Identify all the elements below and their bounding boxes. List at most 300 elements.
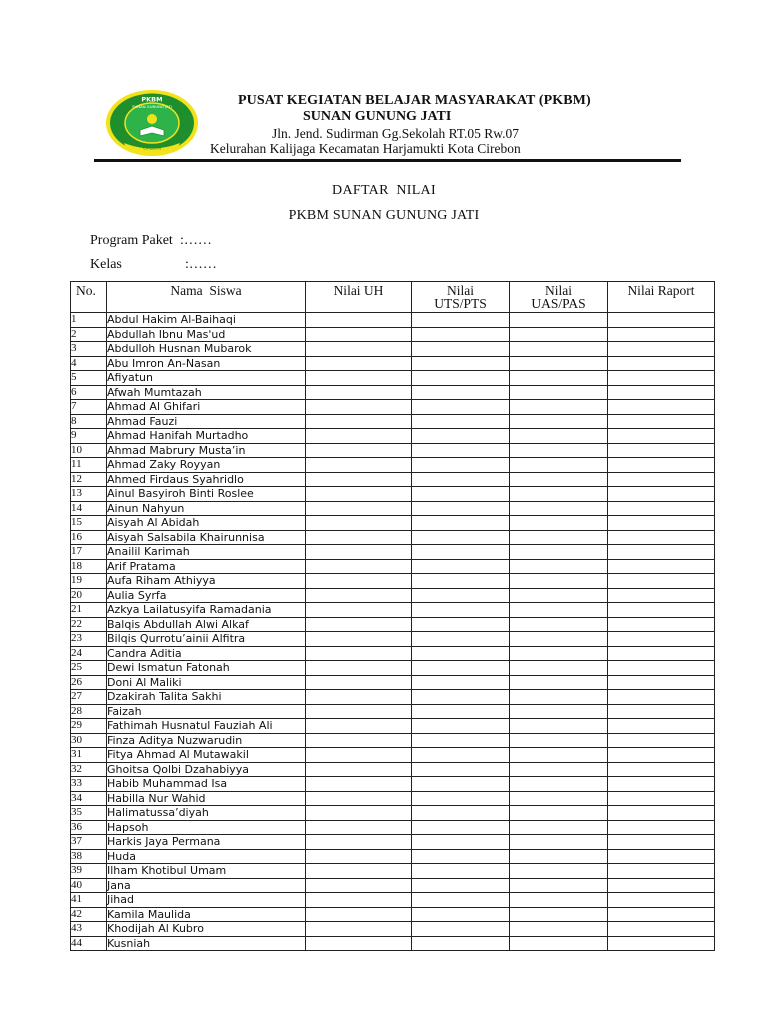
cell-nilai-uh [306, 719, 412, 734]
student-name: Ghoitsa Qolbi Dzahabiyya [107, 762, 306, 777]
student-name: Aisyah Salsabila Khairunnisa [107, 530, 306, 545]
cell-nilai-uts [412, 849, 510, 864]
table-row [71, 458, 715, 473]
table-row [71, 574, 715, 589]
cell-nilai-uh [306, 472, 412, 487]
row-number: 15 [71, 516, 107, 531]
cell-nilai-raport [608, 632, 715, 647]
cell-nilai-raport [608, 429, 715, 444]
table-row [71, 733, 715, 748]
class-value: :…… [185, 257, 217, 272]
row-number: 14 [71, 501, 107, 516]
student-name: Harkis Jaya Permana [107, 835, 306, 850]
table-row [71, 878, 715, 893]
cell-nilai-uts [412, 791, 510, 806]
cell-nilai-uh [306, 429, 412, 444]
row-number: 37 [71, 835, 107, 850]
table-row [71, 443, 715, 458]
cell-nilai-uh [306, 371, 412, 386]
cell-nilai-raport [608, 661, 715, 676]
cell-nilai-uh [306, 458, 412, 473]
cell-nilai-uas [510, 559, 608, 574]
cell-nilai-raport [608, 342, 715, 357]
cell-nilai-uts [412, 661, 510, 676]
cell-nilai-uts [412, 690, 510, 705]
cell-nilai-uh [306, 501, 412, 516]
row-number: 24 [71, 646, 107, 661]
row-number: 12 [71, 472, 107, 487]
cell-nilai-uas [510, 429, 608, 444]
table-row [71, 356, 715, 371]
student-name: Jana [107, 878, 306, 893]
row-number: 18 [71, 559, 107, 574]
cell-nilai-raport [608, 385, 715, 400]
table-row [71, 791, 715, 806]
org-subname: SUNAN GUNUNG JATI [303, 109, 452, 124]
cell-nilai-uh [306, 893, 412, 908]
cell-nilai-raport [608, 559, 715, 574]
row-number: 43 [71, 922, 107, 937]
cell-nilai-uh [306, 342, 412, 357]
cell-nilai-uas [510, 675, 608, 690]
cell-nilai-uts [412, 704, 510, 719]
student-name: Abdullah Ibnu Mas'ud [107, 327, 306, 342]
cell-nilai-raport [608, 878, 715, 893]
row-number: 21 [71, 603, 107, 618]
cell-nilai-uts [412, 414, 510, 429]
cell-nilai-uas [510, 690, 608, 705]
cell-nilai-uts [412, 675, 510, 690]
program-value: :…… [180, 233, 212, 248]
cell-nilai-uh [306, 762, 412, 777]
row-number: 26 [71, 675, 107, 690]
row-number: 34 [71, 791, 107, 806]
cell-nilai-uas [510, 588, 608, 603]
header-nilai-uts [412, 282, 510, 313]
student-name: Anailil Karimah [107, 545, 306, 560]
cell-nilai-uas [510, 327, 608, 342]
table-row [71, 414, 715, 429]
cell-nilai-raport [608, 545, 715, 560]
cell-nilai-uas [510, 400, 608, 415]
cell-nilai-uh [306, 791, 412, 806]
cell-nilai-raport [608, 791, 715, 806]
cell-nilai-raport [608, 646, 715, 661]
cell-nilai-raport [608, 748, 715, 763]
cell-nilai-raport [608, 574, 715, 589]
cell-nilai-uas [510, 443, 608, 458]
student-name: Afwah Mumtazah [107, 385, 306, 400]
cell-nilai-raport [608, 516, 715, 531]
cell-nilai-uas [510, 820, 608, 835]
cell-nilai-uas [510, 617, 608, 632]
cell-nilai-raport [608, 458, 715, 473]
header-uts-line2: UTS/PTS [434, 296, 487, 311]
student-name: Ahmad Mabrury Musta’in [107, 443, 306, 458]
cell-nilai-uts [412, 835, 510, 850]
cell-nilai-uh [306, 385, 412, 400]
row-number: 8 [71, 414, 107, 429]
cell-nilai-uts [412, 588, 510, 603]
student-name: Ilham Khotibul Umam [107, 864, 306, 879]
cell-nilai-uh [306, 820, 412, 835]
row-number: 20 [71, 588, 107, 603]
star-icon [147, 114, 157, 124]
cell-nilai-uts [412, 864, 510, 879]
table-row [71, 632, 715, 647]
table-row [71, 487, 715, 502]
row-number: 33 [71, 777, 107, 792]
student-name: Jihad [107, 893, 306, 908]
student-name: Aufa Riham Athiyya [107, 574, 306, 589]
cell-nilai-uas [510, 762, 608, 777]
row-number: 3 [71, 342, 107, 357]
header-uas-line2: UAS/PAS [531, 296, 586, 311]
table-row [71, 472, 715, 487]
student-name: Aulia Syrfa [107, 588, 306, 603]
cell-nilai-uas [510, 385, 608, 400]
cell-nilai-uas [510, 530, 608, 545]
cell-nilai-raport [608, 530, 715, 545]
cell-nilai-uts [412, 922, 510, 937]
cell-nilai-uas [510, 487, 608, 502]
header-divider [94, 159, 681, 162]
cell-nilai-uh [306, 675, 412, 690]
table-row [71, 400, 715, 415]
cell-nilai-uts [412, 632, 510, 647]
cell-nilai-uts [412, 516, 510, 531]
student-name: Ahmad Zaky Royyan [107, 458, 306, 473]
cell-nilai-uh [306, 313, 412, 328]
cell-nilai-raport [608, 820, 715, 835]
cell-nilai-uts [412, 443, 510, 458]
cell-nilai-uh [306, 400, 412, 415]
table-row [71, 835, 715, 850]
cell-nilai-uh [306, 922, 412, 937]
cell-nilai-uts [412, 487, 510, 502]
cell-nilai-uas [510, 603, 608, 618]
row-number: 39 [71, 864, 107, 879]
row-number: 2 [71, 327, 107, 342]
cell-nilai-uts [412, 893, 510, 908]
row-number: 6 [71, 385, 107, 400]
cell-nilai-uts [412, 371, 510, 386]
cell-nilai-uas [510, 704, 608, 719]
row-number: 25 [71, 661, 107, 676]
table-row [71, 820, 715, 835]
cell-nilai-uh [306, 835, 412, 850]
cell-nilai-uas [510, 313, 608, 328]
student-name: Faizah [107, 704, 306, 719]
student-name: Habib Muhammad Isa [107, 777, 306, 792]
student-name: Dewi Ismatun Fatonah [107, 661, 306, 676]
row-number: 22 [71, 617, 107, 632]
table-row [71, 748, 715, 763]
student-name: Dzakirah Talita Sakhi [107, 690, 306, 705]
cell-nilai-raport [608, 327, 715, 342]
table-row [71, 313, 715, 328]
student-name: Ainun Nahyun [107, 501, 306, 516]
cell-nilai-uas [510, 733, 608, 748]
row-number: 11 [71, 458, 107, 473]
row-number: 23 [71, 632, 107, 647]
cell-nilai-uas [510, 806, 608, 821]
cell-nilai-raport [608, 907, 715, 922]
cell-nilai-uas [510, 835, 608, 850]
cell-nilai-uh [306, 646, 412, 661]
cell-nilai-uh [306, 574, 412, 589]
row-number: 9 [71, 429, 107, 444]
cell-nilai-raport [608, 356, 715, 371]
cell-nilai-raport [608, 617, 715, 632]
cell-nilai-raport [608, 762, 715, 777]
header-uts-line1: Nilai [447, 283, 474, 298]
row-number: 31 [71, 748, 107, 763]
row-number: 29 [71, 719, 107, 734]
student-name: Hapsoh [107, 820, 306, 835]
table-row [71, 719, 715, 734]
cell-nilai-raport [608, 487, 715, 502]
table-row [71, 864, 715, 879]
student-name: Balqis Abdullah Alwi Alkaf [107, 617, 306, 632]
table-row [71, 806, 715, 821]
row-number: 35 [71, 806, 107, 821]
table-row [71, 385, 715, 400]
cell-nilai-raport [608, 893, 715, 908]
row-number: 10 [71, 443, 107, 458]
cell-nilai-uh [306, 327, 412, 342]
header-uas-line1: Nilai [545, 283, 572, 298]
row-number: 28 [71, 704, 107, 719]
cell-nilai-uas [510, 864, 608, 879]
cell-nilai-uh [306, 878, 412, 893]
student-name: Fathimah Husnatul Fauziah Ali [107, 719, 306, 734]
student-name: Huda [107, 849, 306, 864]
student-name: Kusniah [107, 936, 306, 951]
cell-nilai-uas [510, 632, 608, 647]
student-name: Bilqis Qurrotu’ainii Alfitra [107, 632, 306, 647]
cell-nilai-uh [306, 443, 412, 458]
cell-nilai-raport [608, 936, 715, 951]
cell-nilai-uas [510, 661, 608, 676]
cell-nilai-uts [412, 646, 510, 661]
table-row [71, 559, 715, 574]
cell-nilai-uh [306, 777, 412, 792]
cell-nilai-uts [412, 907, 510, 922]
student-name: Abu Imron An-Nasan [107, 356, 306, 371]
table-row [71, 849, 715, 864]
cell-nilai-uas [510, 516, 608, 531]
cell-nilai-uh [306, 748, 412, 763]
header-nilai-raport: Nilai Raport [608, 282, 715, 313]
cell-nilai-uh [306, 516, 412, 531]
student-name: Ahmed Firdaus Syahridlo [107, 472, 306, 487]
cell-nilai-raport [608, 588, 715, 603]
pkbm-logo [104, 88, 200, 158]
student-name: Abdulloh Husnan Mubarok [107, 342, 306, 357]
student-name: Ahmad Al Ghifari [107, 400, 306, 415]
logo-top-text: PKBM [141, 95, 163, 104]
student-name: Habilla Nur Wahid [107, 791, 306, 806]
cell-nilai-uts [412, 777, 510, 792]
row-number: 30 [71, 733, 107, 748]
cell-nilai-raport [608, 603, 715, 618]
student-name: Ahmad Fauzi [107, 414, 306, 429]
cell-nilai-raport [608, 690, 715, 705]
student-name: Arif Pratama [107, 559, 306, 574]
table-row [71, 777, 715, 792]
cell-nilai-uh [306, 806, 412, 821]
address-line-2: Kelurahan Kalijaga Kecamatan Harjamukti Kota Cirebon [210, 141, 521, 156]
student-name: Aisyah Al Abidah [107, 516, 306, 531]
cell-nilai-uts [412, 574, 510, 589]
cell-nilai-uh [306, 559, 412, 574]
cell-nilai-raport [608, 371, 715, 386]
cell-nilai-uts [412, 530, 510, 545]
cell-nilai-uts [412, 762, 510, 777]
cell-nilai-uts [412, 559, 510, 574]
class-label: Kelas [90, 257, 122, 272]
cell-nilai-uas [510, 371, 608, 386]
row-number: 16 [71, 530, 107, 545]
cell-nilai-uts [412, 356, 510, 371]
cell-nilai-uts [412, 820, 510, 835]
cell-nilai-uts [412, 603, 510, 618]
cell-nilai-raport [608, 400, 715, 415]
cell-nilai-uh [306, 617, 412, 632]
table-row [71, 429, 715, 444]
student-name: Candra Aditia [107, 646, 306, 661]
header-nilai-uh: Nilai UH [306, 282, 412, 313]
cell-nilai-uts [412, 878, 510, 893]
cell-nilai-uts [412, 400, 510, 415]
row-number: 38 [71, 849, 107, 864]
header-no: No. [71, 282, 107, 313]
cell-nilai-uas [510, 922, 608, 937]
cell-nilai-raport [608, 443, 715, 458]
row-number: 41 [71, 893, 107, 908]
table-row [71, 675, 715, 690]
cell-nilai-raport [608, 501, 715, 516]
student-name: Ainul Basyiroh Binti Roslee [107, 487, 306, 502]
cell-nilai-raport [608, 922, 715, 937]
cell-nilai-uh [306, 632, 412, 647]
cell-nilai-raport [608, 777, 715, 792]
student-name: Halimatussa’diyah [107, 806, 306, 821]
student-name: Fitya Ahmad Al Mutawakil [107, 748, 306, 763]
document-subtitle: PKBM SUNAN GUNUNG JATI [288, 208, 480, 223]
table-row [71, 907, 715, 922]
table-row [71, 704, 715, 719]
cell-nilai-uts [412, 545, 510, 560]
table-row [71, 762, 715, 777]
student-name: Khodijah Al Kubro [107, 922, 306, 937]
table-row [71, 936, 715, 951]
cell-nilai-raport [608, 313, 715, 328]
cell-nilai-uh [306, 487, 412, 502]
table-row [71, 617, 715, 632]
cell-nilai-uh [306, 588, 412, 603]
row-number: 4 [71, 356, 107, 371]
cell-nilai-uh [306, 414, 412, 429]
cell-nilai-uas [510, 574, 608, 589]
cell-nilai-uh [306, 849, 412, 864]
cell-nilai-raport [608, 675, 715, 690]
row-number: 13 [71, 487, 107, 502]
student-name: Finza Aditya Nuzwarudin [107, 733, 306, 748]
table-row [71, 690, 715, 705]
cell-nilai-uts [412, 748, 510, 763]
row-number: 40 [71, 878, 107, 893]
cell-nilai-uas [510, 356, 608, 371]
logo-arc-text: SUNAN GUNUNG JATI [132, 104, 172, 109]
row-number: 5 [71, 371, 107, 386]
program-label: Program Paket [90, 233, 173, 248]
cell-nilai-uts [412, 733, 510, 748]
cell-nilai-uh [306, 530, 412, 545]
table-row [71, 371, 715, 386]
cell-nilai-uas [510, 748, 608, 763]
student-name: Doni Al Maliki [107, 675, 306, 690]
cell-nilai-uas [510, 936, 608, 951]
cell-nilai-uts [412, 936, 510, 951]
cell-nilai-uts [412, 806, 510, 821]
cell-nilai-uts [412, 501, 510, 516]
table-row [71, 661, 715, 676]
cell-nilai-raport [608, 864, 715, 879]
cell-nilai-uh [306, 603, 412, 618]
table-row [71, 603, 715, 618]
cell-nilai-uh [306, 545, 412, 560]
header-name: Nama Siswa [107, 282, 306, 313]
cell-nilai-uh [306, 733, 412, 748]
cell-nilai-raport [608, 733, 715, 748]
cell-nilai-uts [412, 472, 510, 487]
table-row [71, 516, 715, 531]
table-row [71, 545, 715, 560]
cell-nilai-uas [510, 893, 608, 908]
cell-nilai-uas [510, 472, 608, 487]
cell-nilai-uh [306, 936, 412, 951]
student-name: Afiyatun [107, 371, 306, 386]
cell-nilai-uh [306, 661, 412, 676]
student-name: Abdul Hakim Al-Baihaqi [107, 313, 306, 328]
cell-nilai-uas [510, 777, 608, 792]
cell-nilai-uh [306, 356, 412, 371]
cell-nilai-uts [412, 617, 510, 632]
header-nilai-uas [510, 282, 608, 313]
cell-nilai-uas [510, 458, 608, 473]
student-name: Ahmad Hanifah Murtadho [107, 429, 306, 444]
cell-nilai-uts [412, 327, 510, 342]
table-header-row [71, 282, 715, 313]
cell-nilai-raport [608, 719, 715, 734]
cell-nilai-raport [608, 704, 715, 719]
cell-nilai-uas [510, 878, 608, 893]
cell-nilai-uts [412, 313, 510, 328]
cell-nilai-uas [510, 646, 608, 661]
cell-nilai-uh [306, 907, 412, 922]
cell-nilai-raport [608, 472, 715, 487]
table-row [71, 530, 715, 545]
row-number: 17 [71, 545, 107, 560]
cell-nilai-uas [510, 849, 608, 864]
table-row [71, 922, 715, 937]
table-row [71, 342, 715, 357]
cell-nilai-uas [510, 342, 608, 357]
cell-nilai-raport [608, 849, 715, 864]
logo-bottom-text: CIREBON [142, 145, 162, 151]
